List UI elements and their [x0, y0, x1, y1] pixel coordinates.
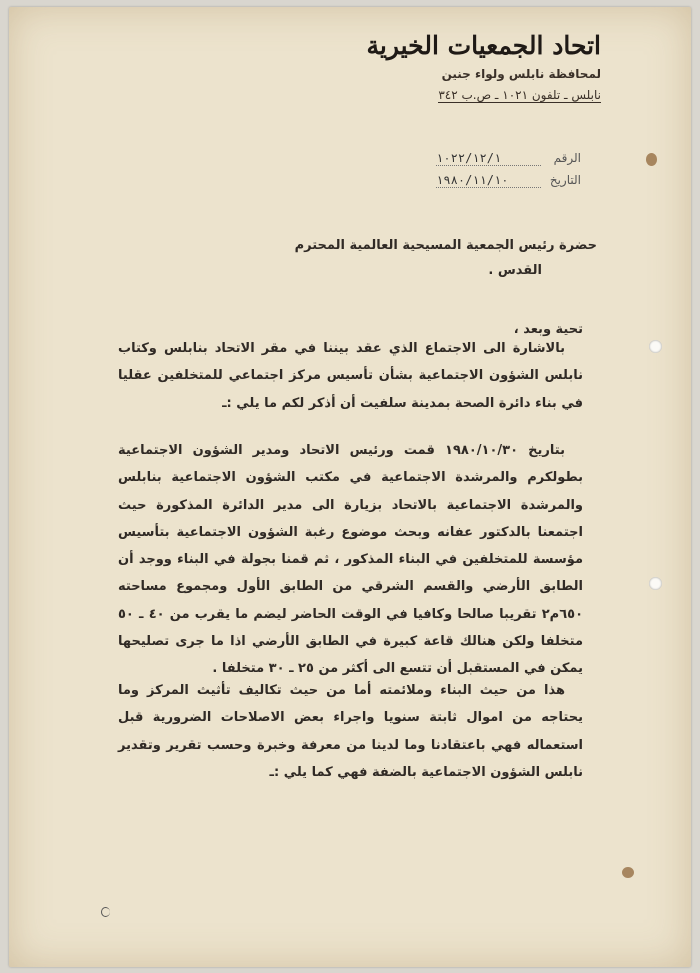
punch-hole: [649, 577, 662, 590]
date-value: ١٩٨٠/١١/١٠: [436, 173, 541, 188]
body-paragraph-3: [118, 677, 583, 786]
greeting: تحية وبعد ،: [513, 322, 583, 337]
letter-page: [9, 7, 691, 967]
rust-stain: [622, 867, 634, 878]
body-paragraph-2: [118, 437, 583, 683]
recipient-city: القدس .: [488, 263, 542, 278]
paragraph-text: بتاريخ ١٩٨٠/١٠/٣٠ قمت ورئيس الاتحاد ومدير الشؤون الاجتماعية بطولكرم والمرشدة الاجتماعية في مكتب الشؤون الاجتماعية بنابلس والمرشدة الاجتماعية بالاتحاد بزيارة الى مدير الدائرة المذكورة حيث اجتمعنا بالدكتور عفانه وبحث موضوع رغبة الشؤون الاجتماعية بتأسيس مؤسسة للمتخلفين في البناء المذكور ، ثم قمنا بجولة في البناء ووجد أن الطابق الأرضي والقسم الشرقي من الطابق الأول ومجموع مساحته ٦٥٠م٢ تقريبا صالحا وكافيا في الوقت الحاضر ليضم ما يقرب من ٤٠ ـ ٥٠ متخلفا ولكن هنالك قاعة كبيرة في الطابق الأرضي اذا ما جرى تصليحها يمكن في المستقبل أن تتسع الى أكثر من ٢٥ ـ ٣٠ متخلفا .: [118, 443, 584, 677]
paragraph-text: هذا من حيث البناء وملائمته أما من حيث تكاليف تأثيث المركز وما يحتاجه من اموال ثابتة سنويا واجراء بعض الاصلاحات الضرورية قبل استعماله فهي باعتقادنا وما لدينا من معرفة وخبرة وحسب تقرير وتقدير نابلس الشؤون الاجتماعية بالضفة فهي كما يلي :ـ: [118, 683, 583, 780]
organization-name: اتحاد الجمعيات الخيرية: [366, 31, 601, 60]
recipient-name: حضرة رئيس الجمعية المسيحية العالمية المحترم: [294, 238, 597, 253]
reference-label: الرقم: [553, 151, 581, 165]
body-paragraph-1: [118, 335, 583, 417]
date-label: التاريخ: [549, 173, 581, 187]
punch-hole: [649, 340, 662, 353]
recipient-block: [127, 235, 597, 278]
date-field: [436, 173, 581, 188]
reference-number-field: [436, 151, 581, 166]
contact-text: نابلس ـ تلفون ١٠٢١ ـ ص.ب ٣٤٢: [438, 88, 601, 102]
paragraph-text: بالاشارة الى الاجتماع الذي عقد بيننا في مقر الاتحاد بنابلس وكتاب نابلس الشؤون الاجتماعية بشأن تأسيس مركز اجتماعي للمتخلفين عقليا في بناء دائرة الصحة بمدينة سلفيت أن أذكر لكم ما يلي :ـ: [118, 341, 583, 411]
organization-contact: [301, 88, 601, 103]
rust-stain: [646, 153, 657, 166]
letterhead: [301, 29, 601, 103]
pen-mark: [101, 907, 110, 917]
reference-value: ١٠٢٢/١٢/١: [436, 151, 541, 166]
organization-subtitle: لمحافظة نابلس ولواء جنين: [441, 67, 601, 81]
